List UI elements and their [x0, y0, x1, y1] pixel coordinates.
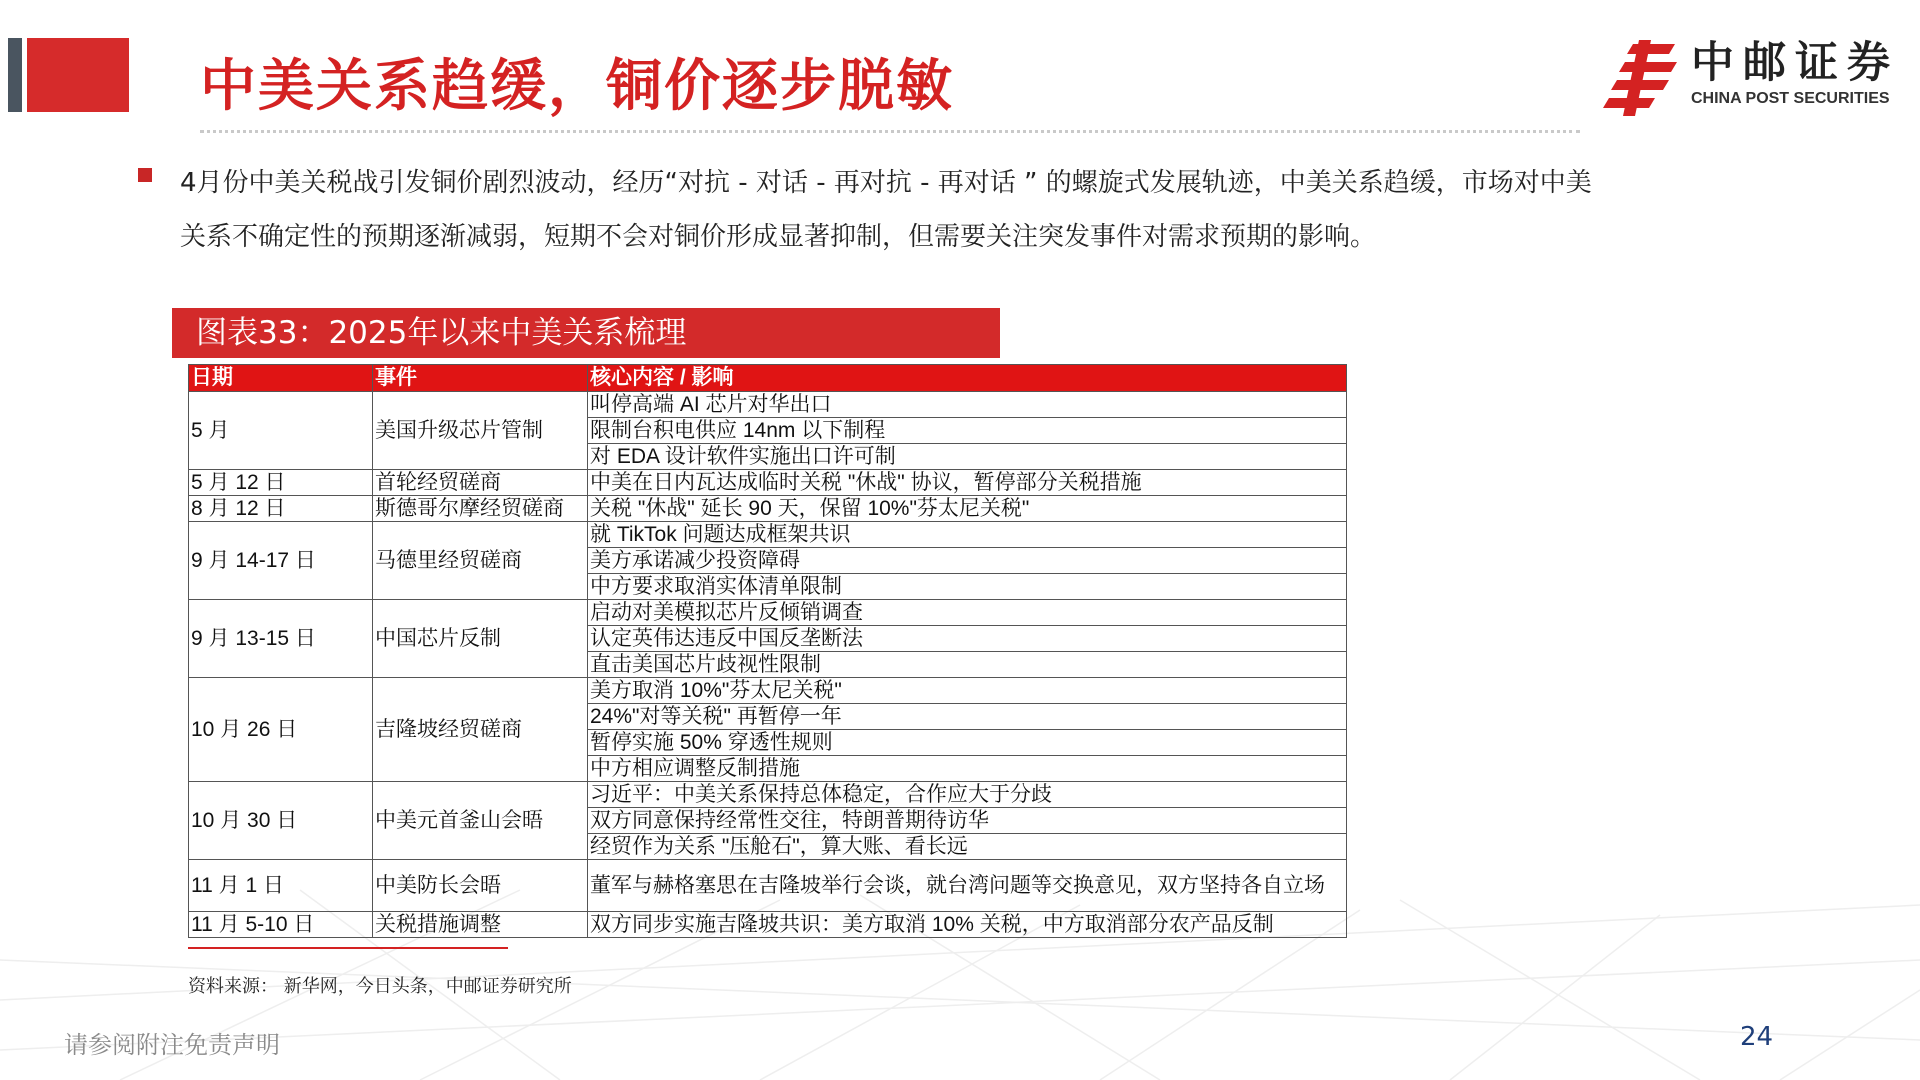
cell-content: 双方同步实施吉隆坡共识：美方取消 10% 关税，中方取消部分农产品反制: [588, 912, 1347, 938]
cell-content: 中方要求取消实体清单限制: [588, 574, 1347, 600]
cell-event: 马德里经贸磋商: [373, 522, 588, 600]
table-row: [189, 496, 1347, 522]
source-note: 资料来源： 新华网，今日头条，中邮证券研究所: [188, 976, 572, 997]
cell-content: 暂停实施 50% 穿透性规则: [588, 730, 1347, 756]
cell-content: 直击美国芯片歧视性限制: [588, 652, 1347, 678]
cell-content: 就 TikTok 问题达成框架共识: [588, 522, 1347, 548]
table-row: [189, 912, 1347, 938]
cell-content: 习近平：中美关系保持总体稳定，合作应大于分歧: [588, 782, 1347, 808]
table-row: [189, 678, 1347, 704]
title-accent-block: [27, 38, 129, 112]
cell-date: 11 月 5-10 日: [189, 912, 373, 938]
cell-event: 中国芯片反制: [373, 600, 588, 678]
cell-date: 10 月 30 日: [189, 782, 373, 860]
cell-event: 斯德哥尔摩经贸磋商: [373, 496, 588, 522]
summary-line-1: 4月份中美关税战引发铜价剧烈波动，经历“对抗 - 对话 - 再对抗 - 再对话 ” 的螺旋式发展轨迹，中美关系趋缓，市场对中美: [180, 168, 1592, 198]
cell-date: 5 月 12 日: [189, 470, 373, 496]
table-row: [189, 470, 1347, 496]
cell-event: 首轮经贸磋商: [373, 470, 588, 496]
table-row: [189, 392, 1347, 418]
cell-event: 关税措施调整: [373, 912, 588, 938]
header-date: 日期: [189, 365, 373, 392]
table-row: [189, 600, 1347, 626]
table-header-row: [189, 365, 1347, 392]
summary-paragraph: [180, 156, 1740, 264]
page-title: 中美关系趋缓，铜价逐步脱敏: [200, 54, 954, 119]
cell-content: 董军与赫格塞思在吉隆坡举行会谈，就台湾问题等交换意见，双方坚持各自立场: [588, 860, 1347, 912]
logo-chinese-name: 中邮证券: [1691, 38, 1899, 88]
cell-date: 10 月 26 日: [189, 678, 373, 782]
cell-date: 11 月 1 日: [189, 860, 373, 912]
cell-event: 中美防长会晤: [373, 860, 588, 912]
left-accent-bar: [8, 38, 22, 112]
cell-event: 吉隆坡经贸磋商: [373, 678, 588, 782]
logo-english-name: CHINA POST SECURITIES: [1691, 90, 1890, 107]
cell-content: 限制台积电供应 14nm 以下制程: [588, 418, 1347, 444]
header-content: 核心内容 / 影响: [588, 365, 1347, 392]
figure-title: 图表33：2025年以来中美关系梳理: [196, 315, 687, 351]
cell-content: 双方同意保持经常性交往，特朗普期待访华: [588, 808, 1347, 834]
company-logo: [1603, 38, 1899, 114]
cell-content: 美方取消 10%"芬太尼关税": [588, 678, 1347, 704]
logo-mark-icon: [1603, 40, 1681, 116]
cell-content: 中美在日内瓦达成临时关税 "休战" 协议，暂停部分关税措施: [588, 470, 1347, 496]
cell-date: 9 月 13-15 日: [189, 600, 373, 678]
cell-event: 中美元首釜山会晤: [373, 782, 588, 860]
cell-content: 对 EDA 设计软件实施出口许可制: [588, 444, 1347, 470]
relations-table: [188, 364, 1347, 938]
cell-content: 中方相应调整反制措施: [588, 756, 1347, 782]
cell-date: 5 月: [189, 392, 373, 470]
cell-content: 叫停高端 AI 芯片对华出口: [588, 392, 1347, 418]
disclaimer-note: 请参阅附注免责声明: [64, 1031, 280, 1059]
cell-content: 启动对美模拟芯片反倾销调查: [588, 600, 1347, 626]
title-divider: [200, 130, 1580, 133]
table-row: [189, 782, 1347, 808]
cell-content: 24%"对等关税" 再暂停一年: [588, 704, 1347, 730]
cell-content: 关税 "休战" 延长 90 天，保留 10%"芬太尼关税": [588, 496, 1347, 522]
page-number: 24: [1740, 1022, 1774, 1052]
cell-date: 9 月 14-17 日: [189, 522, 373, 600]
header-event: 事件: [373, 365, 588, 392]
table-row: [189, 522, 1347, 548]
bullet-square-icon: [138, 168, 152, 182]
cell-content: 认定英伟达违反中国反垄断法: [588, 626, 1347, 652]
cell-content: 美方承诺减少投资障碍: [588, 548, 1347, 574]
red-rule-line: [188, 947, 508, 949]
figure-title-banner: [172, 308, 1000, 358]
summary-line-2: 关系不确定性的预期逐渐减弱，短期不会对铜价形成显著抑制，但需要关注突发事件对需求预期的影响。: [180, 222, 1377, 252]
cell-date: 8 月 12 日: [189, 496, 373, 522]
cell-event: 美国升级芯片管制: [373, 392, 588, 470]
cell-content: 经贸作为关系 "压舱石"，算大账、看长远: [588, 834, 1347, 860]
table-row: [189, 860, 1347, 912]
